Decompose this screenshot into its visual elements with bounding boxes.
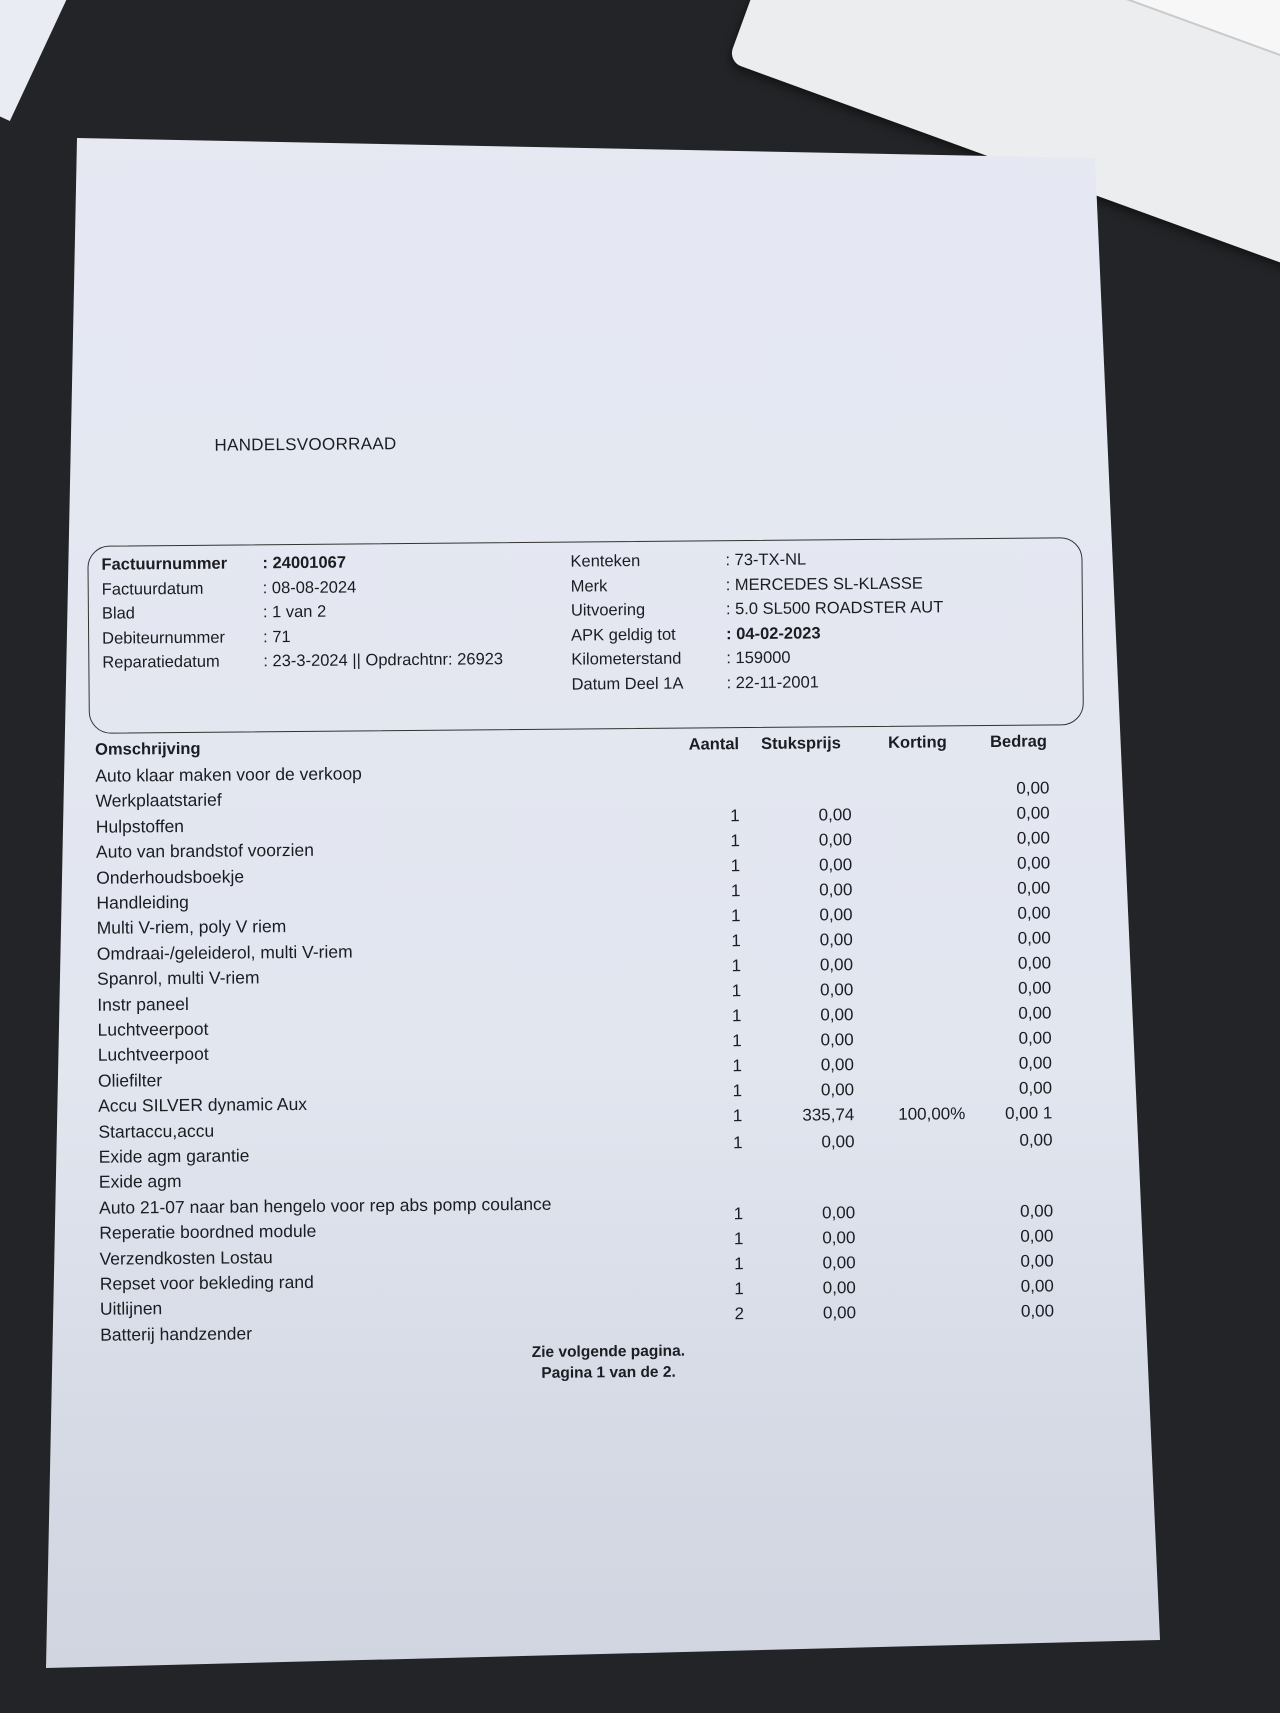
line-stuksprijs: 0,00 — [822, 1278, 856, 1298]
footer-next-page: Zie volgende pagina. — [531, 1342, 686, 1361]
line-stuksprijs: 0,00 — [819, 905, 853, 925]
line-description: Reperatie boordned module — [99, 1221, 317, 1243]
line-stuksprijs: 0,00 — [818, 855, 853, 875]
vehicle-label: Merk — [570, 576, 608, 596]
info-value: : 08-08-2024 — [262, 578, 357, 597]
line-bedrag: 0,00 — [1016, 853, 1051, 873]
line-aantal: 1 — [731, 1006, 742, 1026]
line-bedrag: 0,00 1 — [1004, 1103, 1053, 1123]
document-title: HANDELSVOORRAAD — [214, 434, 397, 455]
line-stuksprijs: 0,00 — [820, 1030, 854, 1050]
line-stuksprijs: 0,00 — [820, 980, 854, 1000]
line-bedrag: 0,00 — [1017, 928, 1051, 948]
line-bedrag: 0,00 — [1018, 1028, 1052, 1048]
line-aantal: 1 — [734, 1254, 744, 1274]
line-bedrag: 0,00 — [1018, 978, 1052, 998]
vehicle-label: Kenteken — [570, 551, 641, 571]
line-bedrag: 0,00 — [1017, 878, 1051, 898]
line-bedrag: 0,00 — [1016, 828, 1050, 848]
line-bedrag: 0,00 — [1017, 903, 1051, 923]
info-value: : 1 van 2 — [262, 602, 327, 622]
info-label: Reparatiedatum — [102, 653, 220, 673]
line-stuksprijs: 0,00 — [819, 955, 854, 975]
line-bedrag: 0,00 — [1016, 778, 1050, 798]
vehicle-value: : 159000 — [726, 649, 791, 668]
footer-page-number: Pagina 1 van de 2. — [541, 1363, 676, 1382]
line-stuksprijs: 0,00 — [818, 805, 852, 825]
info-value: : 23-3-2024 || Opdrachtnr: 26923 — [263, 650, 504, 671]
vehicle-value: : 73-TX-NL — [725, 550, 807, 570]
line-bedrag: 0,00 — [1019, 1201, 1054, 1221]
line-description: Auto klaar maken voor de verkoop — [95, 763, 362, 786]
line-aantal: 1 — [731, 931, 741, 951]
vehicle-value: : 04-02-2023 — [726, 624, 821, 644]
line-aantal: 1 — [733, 1133, 743, 1153]
line-aantal: 1 — [732, 1031, 742, 1051]
line-bedrag: 0,00 — [1017, 953, 1052, 973]
column-header-omschrijving: Omschrijving — [95, 739, 201, 759]
line-aantal: 1 — [730, 881, 741, 901]
info-value: : 24001067 — [262, 553, 347, 573]
vehicle-value: : 22-11-2001 — [726, 673, 819, 693]
info-label: Factuurnummer — [101, 554, 228, 574]
line-aantal: 1 — [730, 806, 740, 826]
line-description: Startaccu,accu — [98, 1120, 215, 1142]
line-description: Hulpstoffen — [95, 815, 185, 837]
column-header-korting: Korting — [887, 733, 947, 752]
line-description: Instr paneel — [97, 993, 189, 1015]
vehicle-label: Datum Deel 1A — [571, 674, 684, 694]
line-stuksprijs: 0,00 — [820, 1005, 854, 1025]
line-aantal: 1 — [730, 856, 741, 876]
column-header-stuksprijs: Stuksprijs — [761, 734, 841, 753]
line-stuksprijs: 0,00 — [818, 830, 853, 850]
line-description: Batterij handzender — [100, 1323, 253, 1345]
line-stuksprijs: 0,00 — [820, 1055, 854, 1075]
line-aantal: 1 — [731, 906, 741, 926]
line-aantal: 1 — [731, 981, 742, 1001]
line-stuksprijs: 0,00 — [822, 1253, 856, 1273]
line-stuksprijs: 0,00 — [822, 1228, 856, 1248]
line-description: Werkplaatstarief — [95, 790, 222, 812]
line-bedrag: 0,00 — [1018, 1053, 1052, 1073]
vehicle-value: : MERCEDES SL-KLASSE — [725, 574, 923, 594]
line-bedrag: 0,00 — [1018, 1003, 1052, 1023]
line-description: Oliefilter — [97, 1069, 163, 1091]
line-aantal: 1 — [732, 1056, 742, 1076]
line-stuksprijs: 335,74 — [802, 1105, 855, 1125]
line-description: Exide agm — [98, 1171, 182, 1193]
line-stuksprijs: 0,00 — [819, 930, 853, 950]
line-aantal: 1 — [733, 1204, 744, 1224]
line-description: Handleiding — [96, 891, 189, 913]
line-description: Auto 21-07 naar ban hengelo voor rep abs pomp coulance — [99, 1193, 552, 1218]
line-stuksprijs: 0,00 — [819, 880, 853, 900]
line-bedrag: 0,00 — [1020, 1251, 1054, 1271]
line-bedrag: 0,00 — [1019, 1130, 1053, 1150]
column-header-aantal: Aantal — [688, 735, 740, 754]
line-aantal: 1 — [733, 1229, 744, 1249]
line-stuksprijs: 0,00 — [821, 1132, 855, 1152]
line-description: Exide agm garantie — [98, 1145, 250, 1167]
line-description: Repset voor bekleding rand — [99, 1271, 314, 1294]
info-label: Debiteurnummer — [102, 628, 226, 648]
line-aantal: 1 — [734, 1279, 744, 1299]
info-value: : 71 — [263, 627, 291, 647]
line-description: Onderhoudsboekje — [96, 866, 245, 888]
line-description: Spanrol, multi V-riem — [97, 967, 260, 989]
line-description: Auto van brandstof voorzien — [95, 840, 314, 862]
line-bedrag: 0,00 — [1020, 1301, 1055, 1321]
line-aantal: 2 — [734, 1304, 745, 1324]
line-aantal: 1 — [731, 956, 742, 976]
vehicle-label: Uitvoering — [570, 601, 646, 620]
line-stuksprijs: 0,00 — [822, 1303, 857, 1323]
line-bedrag: 0,00 — [1018, 1078, 1053, 1098]
line-description: Luchtveerpoot — [97, 1018, 209, 1040]
line-aantal: 1 — [730, 831, 741, 851]
line-korting: 100,00% — [898, 1104, 966, 1124]
line-description: Omdraai-/geleiderol, multi V-riem — [96, 941, 353, 964]
line-aantal: 1 — [732, 1106, 743, 1126]
info-label: Blad — [101, 604, 136, 623]
column-header-bedrag: Bedrag — [989, 732, 1048, 751]
line-aantal: 1 — [732, 1081, 743, 1101]
line-stuksprijs: 0,00 — [821, 1203, 856, 1223]
line-stuksprijs: 0,00 — [820, 1080, 855, 1100]
line-description: Multi V-riem, poly V riem — [96, 916, 287, 939]
line-bedrag: 0,00 — [1020, 1226, 1054, 1246]
line-description: Luchtveerpoot — [97, 1044, 209, 1066]
vehicle-label: APK geldig tot — [571, 625, 676, 645]
vehicle-label: Kilometerstand — [571, 650, 682, 669]
line-description: Uitlijnen — [99, 1298, 163, 1320]
line-description: Accu SILVER dynamic Aux — [98, 1094, 308, 1116]
line-description: Verzendkosten Lostau — [99, 1246, 273, 1269]
info-label: Factuurdatum — [101, 579, 204, 599]
line-bedrag: 0,00 — [1020, 1276, 1054, 1296]
line-bedrag: 0,00 — [1016, 803, 1050, 823]
vehicle-value: : 5.0 SL500 ROADSTER AUT — [725, 598, 944, 619]
